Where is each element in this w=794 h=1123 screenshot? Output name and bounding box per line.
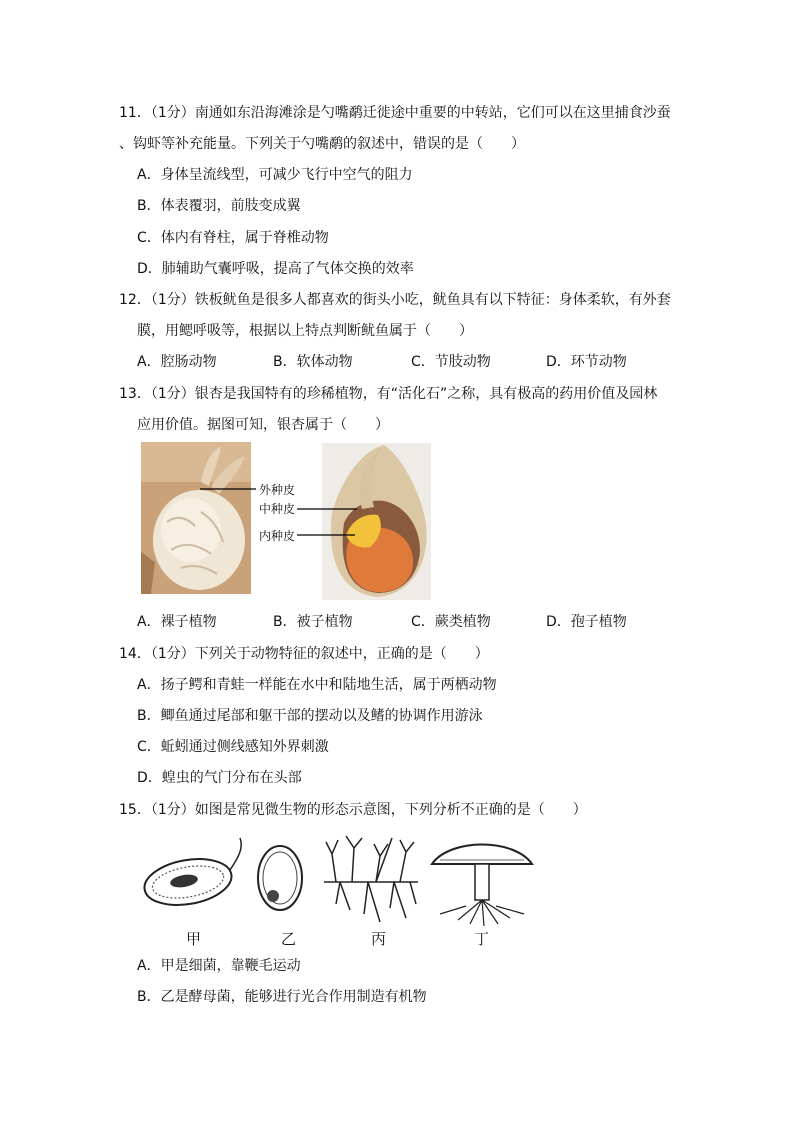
- q13-option-a: A．裸子植物: [137, 614, 217, 630]
- q14-option-d: D．蝗虫的气门分布在头部: [137, 770, 302, 786]
- q14-stem: 14．（1分）下列关于动物特征的叙述中，正确的是（ ）: [119, 646, 489, 662]
- q14-option-b: B．鲫鱼通过尾部和躯干部的摆动以及鳍的协调作用游泳: [137, 708, 483, 724]
- q14-option-a: A．扬子鳄和青蛙一样能在水中和陆地生活，属于两栖动物: [137, 677, 497, 693]
- q11-option-a: A．身体呈流线型，可减少飞行中空气的阻力: [137, 167, 413, 183]
- label-outer-seed-coat: 外种皮: [259, 483, 296, 497]
- q11-option-c: C．体内有脊柱，属于脊椎动物: [137, 230, 329, 246]
- q15-option-a: A．甲是细菌，靠鞭毛运动: [137, 958, 301, 974]
- q11-option-b: B．体表覆羽，前肢变成翼: [137, 198, 301, 214]
- q13-option-c: C．蕨类植物: [411, 614, 491, 630]
- q12-option-d: D．环节动物: [546, 354, 627, 370]
- q11-stem-line2: 、钩虾等补充能量。下列关于勺嘴鹬的叙述中，错误的是（ ）: [119, 136, 525, 152]
- q13-option-d: D．孢子植物: [546, 614, 627, 630]
- q12-option-c: C．节肢动物: [411, 354, 491, 370]
- label-inner-seed-coat: 内种皮: [259, 529, 296, 543]
- caption-bing: 丙: [371, 930, 387, 948]
- q13-stem-line1: 13．（1分）银杏是我国特有的珍稀植物，有“活化石”之称，具有极高的药用价值及园林: [119, 386, 658, 402]
- q15-option-b: B．乙是酵母菌，能够进行光合作用制造有机物: [137, 989, 427, 1005]
- label-middle-seed-coat: 中种皮: [259, 502, 296, 516]
- q13-stem-line2: 应用价值。据图可知，银杏属于（ ）: [137, 417, 389, 433]
- caption-yi: 乙: [281, 930, 297, 948]
- q14-option-c: C．蚯蚓通过侧线感知外界刺激: [137, 739, 329, 755]
- q12-stem-line1: 12．（1分）铁板鱿鱼是很多人都喜欢的街头小吃，鱿鱼具有以下特征：身体柔软，有外套: [119, 292, 671, 308]
- caption-ding: 丁: [474, 930, 490, 948]
- q12-option-b: B．软体动物: [273, 354, 353, 370]
- q13-option-b: B．被子植物: [273, 614, 353, 630]
- mushroom-drawing: [432, 845, 532, 927]
- caption-jia: 甲: [186, 930, 202, 948]
- yeast-drawing: [258, 846, 302, 910]
- mold-drawing: [324, 836, 418, 922]
- q12-stem-line2: 膜，用鳃呼吸等，根据以上特点判断鱿鱼属于（ ）: [137, 323, 473, 339]
- bacterium-drawing: [141, 838, 241, 911]
- q11-stem-line1: 11．（1分）南通如东沿海滩涂是勺嘴鹬迁徙途中重要的中转站，它们可以在这里捕食沙蚕: [119, 105, 671, 121]
- q15-stem: 15．（1分）如图是常见微生物的形态示意图，下列分析不正确的是（ ）: [119, 802, 587, 818]
- q12-option-a: A．腔肠动物: [137, 354, 217, 370]
- microorganism-figure: [140, 834, 540, 926]
- q11-option-d: D．肺辅助气囊呼吸，提高了气体交换的效率: [137, 261, 414, 277]
